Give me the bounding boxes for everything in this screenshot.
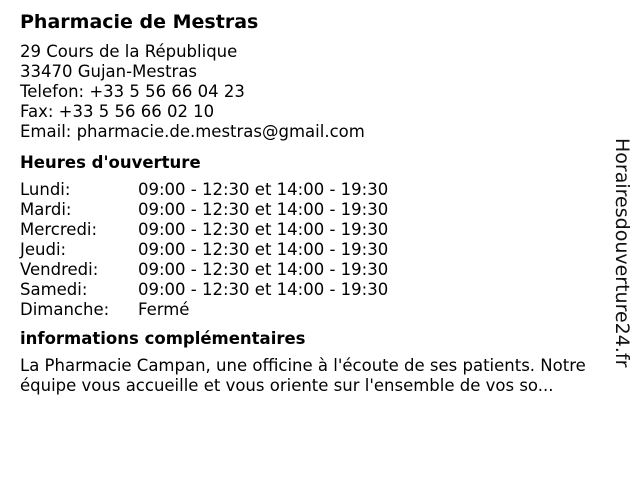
hours-row-monday (20, 180, 610, 200)
phone-number: Telefon: +33 5 56 66 04 23 (20, 82, 245, 101)
contact-block (20, 42, 610, 142)
hours-day-label: Jeudi: (20, 240, 67, 259)
hours-time-value: 09:00 - 12:30 et 14:00 - 19:30 (138, 260, 389, 279)
hours-time-value: 09:00 - 12:30 et 14:00 - 19:30 (138, 200, 389, 219)
pharmacy-name: Pharmacie de Mestras (20, 11, 259, 33)
street-address: 29 Cours de la République (20, 42, 238, 61)
hours-day-label: Mercredi: (20, 220, 98, 239)
hours-day-label: Vendredi: (20, 260, 99, 279)
email-address: Email: pharmacie.de.mestras@gmail.com (20, 122, 365, 141)
hours-row-thursday (20, 240, 610, 260)
hours-row-saturday (20, 280, 610, 300)
hours-time-value: 09:00 - 12:30 et 14:00 - 19:30 (138, 240, 389, 259)
fax-number: Fax: +33 5 56 66 02 10 (20, 102, 215, 121)
hours-row-wednesday (20, 220, 610, 240)
hours-day-label: Lundi: (20, 180, 71, 199)
hours-heading: Heures d'ouverture (20, 153, 201, 172)
hours-time-value: 09:00 - 12:30 et 14:00 - 19:30 (138, 220, 389, 239)
pharmacy-card (20, 10, 610, 396)
hours-table (20, 180, 610, 320)
hours-time-value: 09:00 - 12:30 et 14:00 - 19:30 (138, 180, 389, 199)
hours-row-friday (20, 260, 610, 280)
city-address: 33470 Gujan-Mestras (20, 62, 198, 81)
hours-time-value: Fermé (138, 300, 190, 319)
site-watermark: Horairesdouverture24.fr (611, 138, 633, 368)
hours-day-label: Samedi: (20, 280, 88, 299)
hours-day-label: Dimanche: (20, 300, 110, 319)
info-heading: informations complémentaires (20, 329, 306, 348)
hours-time-value: 09:00 - 12:30 et 14:00 - 19:30 (138, 280, 389, 299)
hours-day-label: Mardi: (20, 200, 72, 219)
info-description: La Pharmacie Campan, une officine à l'écoute de ses patients. Notre équipe vous accueille et vous oriente sur l'ensemble de vos so... (20, 356, 586, 395)
hours-row-tuesday (20, 200, 610, 220)
hours-row-sunday (20, 300, 610, 320)
